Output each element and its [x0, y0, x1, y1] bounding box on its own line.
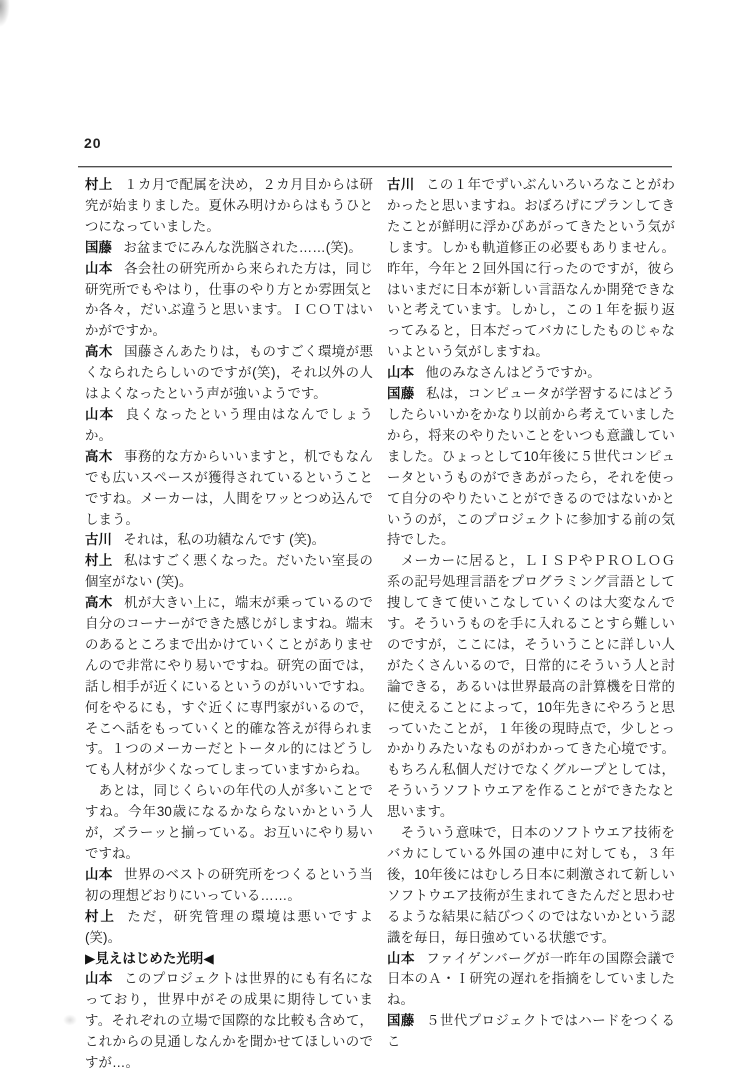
speech-block: [85, 405, 373, 447]
speech-text: ただ，研究管理の環境は悪いですよ(笑)。: [85, 908, 373, 945]
speech-text: そういう意味で，日本のソフトウエア技術をバカにしている外国の連中に対しても，３年後，10年後にはむしろ日本に刺激されて新しいソフトウエア技術が生まれてきたんだと思わせるような結果に結びつくのではないかという認識を毎日，毎日強めている状態です。: [387, 825, 675, 945]
speech-block: [85, 238, 373, 259]
speaker-name: 村上: [85, 908, 116, 924]
speech-block: [85, 530, 373, 551]
speech-text: お盆までにみんな洗脳された……(笑)。: [123, 239, 362, 255]
speech-text: ファイゲンバーグが一昨年の国際会議で日本のＡ・Ｉ研究の遅れを指摘をしていましたね。: [387, 950, 676, 1008]
speaker-name: 高木: [85, 448, 113, 464]
speech-block: [387, 949, 675, 1012]
speaker-name: 国藤: [85, 239, 112, 255]
section-heading: [85, 949, 373, 970]
speech-block: [85, 969, 373, 1074]
speaker-name: 山本: [85, 406, 115, 422]
speaker-name: 高木: [85, 595, 113, 611]
speaker-name: 古川: [387, 177, 415, 192]
header-divider: [78, 166, 672, 168]
speech-block: [85, 865, 373, 907]
heading-text: ▶見えはじめた光明◀: [85, 950, 214, 966]
speaker-name: 村上: [85, 553, 113, 569]
left-column: [85, 175, 373, 1074]
speech-block: [387, 363, 675, 384]
speaker-name: 山本: [387, 365, 414, 381]
page-number: 20: [84, 135, 102, 151]
text-columns: [85, 175, 675, 1074]
speech-text: ５世代プロジェクトではハードをつくるこ: [387, 1013, 676, 1050]
speech-text: 国藤さんあたりは，ものすごく環境が悪くなられたらしいのですが(笑)，それ以外の人はよくなったという声が強いようです。: [85, 344, 373, 402]
speaker-name: 村上: [85, 177, 113, 192]
right-column: [387, 175, 675, 1074]
speaker-name: 古川: [85, 532, 112, 548]
speech-text: 事務的な方からいいますと，机でもなんでも広いスペースが獲得されているということですね。メーカーは，人間をワッとつめ込んでしまう。: [85, 448, 373, 527]
speech-block: [387, 384, 675, 551]
speech-block: [85, 342, 373, 405]
speech-block: [85, 447, 373, 531]
speech-text: 私はすごく悪くなった。だいたい室長の個室がない (笑)。: [85, 553, 373, 590]
speaker-name: 国藤: [387, 386, 415, 402]
speaker-name: 国藤: [387, 1013, 415, 1029]
speech-block: [387, 1011, 675, 1053]
continuation-paragraph: [387, 551, 675, 823]
speech-text: 机が大きい上に，端末が乗っているので自分のコーナーができた感じがしますね。端末のあるところまで出かけていくことがありませんので非常にやり易いですね。研究の面では，話し相手が近くにいるというのがいいですね。何をやるにも，すぐ近くに専門家がいるので，そこへ話をもっていくと的確な答えが得られます。１つのメーカーだとトータル的にはどうしても人材が少くなってしまっていますからね。: [85, 595, 373, 778]
speech-text: 世界のベストの研究所をつくるという当初の理想どおりにいっている……。: [85, 866, 373, 903]
speech-text: 他のみなさんはどうですか。: [425, 365, 601, 381]
continuation-paragraph: [387, 823, 675, 948]
speech-text: １カ月で配属を決め，２カ月目からは研究が始まりました。夏休み明けからはもうひとつになっていました。: [85, 177, 374, 234]
speech-text: 私は，コンピュータが学習するにはどうしたらいいかをかなり以前から考えていましたから，将来のやりたいことをいつも意識していました。ひょっとして10年後に５世代コンピュータというものができあがったら，それを使って自分のやりたいことができるのではないかというのが，このプロジェクトに参加する前の気持でした。: [387, 386, 675, 548]
speech-block: [85, 551, 373, 593]
speech-text: あとは，同じくらいの年代の人が多いことですね。今年30歳になるかならないかという人が，ズラーッと揃っている。お互いにやり易いですね。: [85, 783, 373, 861]
speech-text: 各会社の研究所から来られた方は，同じ研究所でもやはり，仕事のやり方とか雰囲気とか各々，だいぶ違うと思います。ＩＣＯＴはいかがですか。: [85, 260, 373, 339]
speaker-name: 山本: [85, 866, 113, 882]
speech-block: [85, 907, 373, 949]
continuation-paragraph: [85, 781, 373, 865]
speaker-name: 高木: [85, 344, 113, 360]
speech-block: [85, 259, 373, 343]
speech-text: この１年でずいぶんいろいろなことがわかったと思いますね。おぼろげにプランしてきたことが鮮明に浮かびあがってきたという気がします。しかも軌道修正の必要もありません。昨年，今年と２回外国に行ったのですが，彼らはいまだに日本が新しい言語なんか開発できないと考えています。しかし，この１年を振り返ってみると，日本だってバカにしたものじゃないよという気がしますね。: [387, 177, 675, 360]
speech-text: このプロジェクトは世界的にも有名になっており，世界中がその成果に期待しています。それぞれの立場で国際的な比較も含めて，これからの見通しなんかを聞かせてほしいのですが…。: [85, 971, 374, 1071]
speech-block: [85, 175, 373, 238]
speech-text: メーカーに居ると，ＬＩＳＰやＰＲＯＬＯＧ系の記号処理言語をプログラミング言語として捜してきて使いこなしていくのは大変なんです。そういうものを手に入れることすら難しいのですが，ここには，そういうことに詳しい人がたくさんいるので，日常的にそういう人と討論できる，あるいは世界最高の計算機を日常的に使えることによって，10年先きにやろうと思っていたことが，１年後の現時点で，少しとっかかりみたいなものがわかってきた心境です。もちろん私個人だけでなくグループとしては，そういうソフトウエアを作ることができたなと思います。: [387, 553, 675, 820]
speech-block: [85, 593, 373, 781]
speaker-name: 山本: [387, 950, 415, 966]
speech-block: [387, 175, 675, 363]
speech-text: それは，私の功績なんです (笑)。: [123, 532, 326, 548]
speaker-name: 山本: [85, 971, 113, 987]
speech-text: 良くなったという理由はなんでしょうか。: [85, 406, 374, 443]
speaker-name: 山本: [85, 260, 113, 276]
